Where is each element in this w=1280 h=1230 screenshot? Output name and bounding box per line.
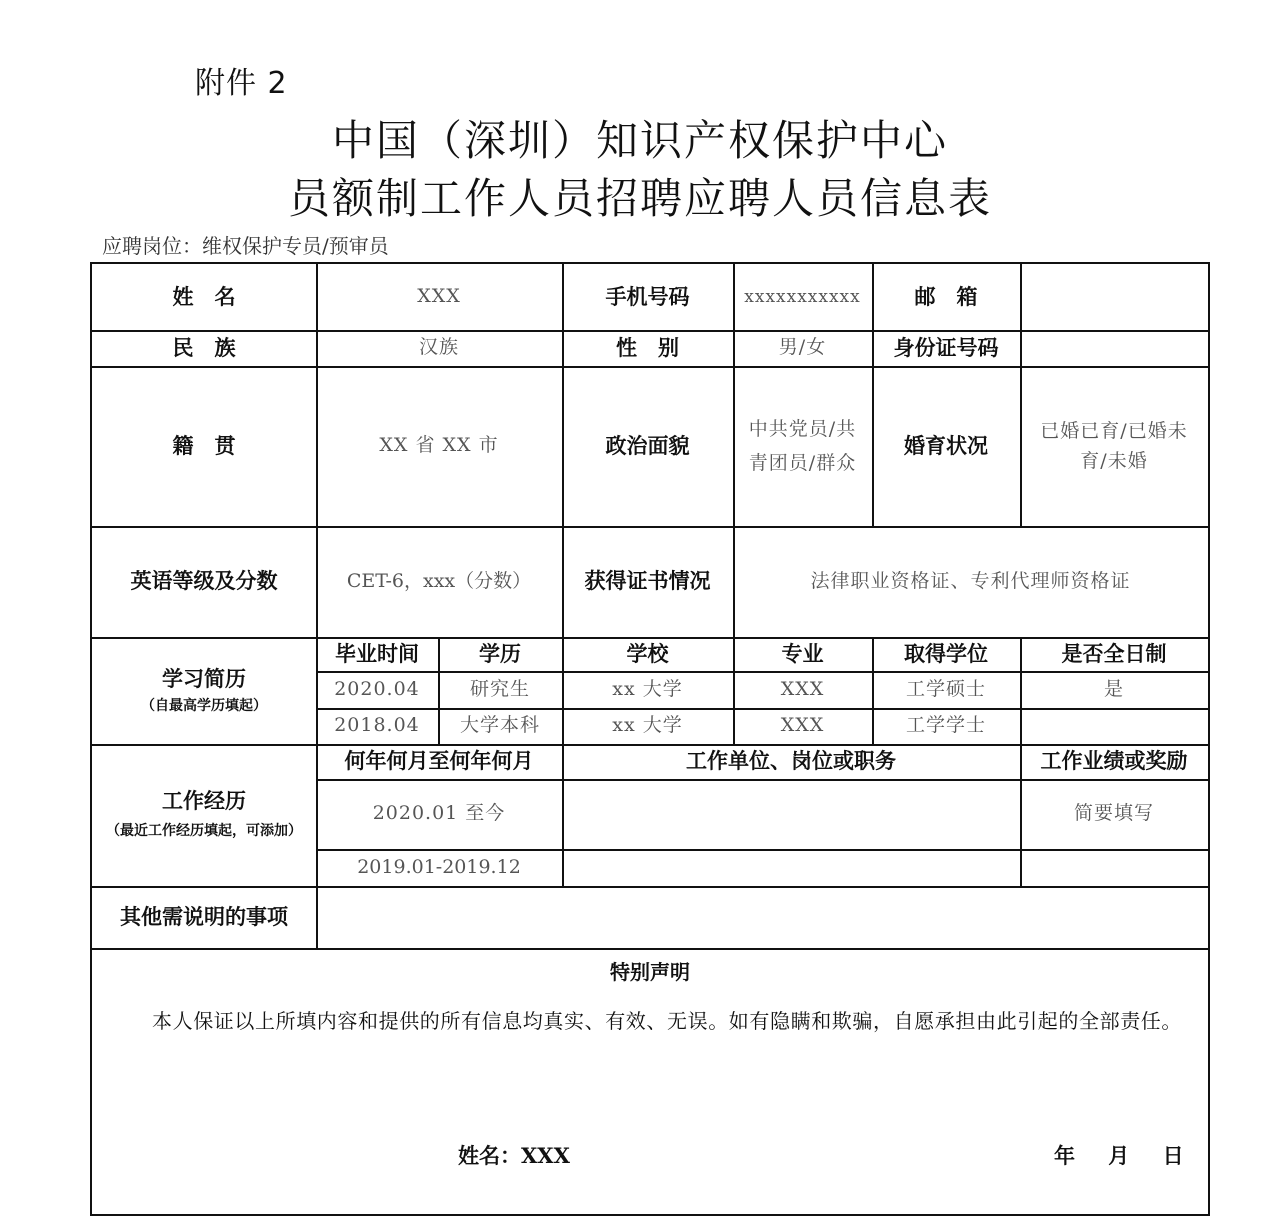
signature-name: [458, 1140, 570, 1170]
edu-row1-degree-level[interactable]: 研究生: [469, 677, 530, 700]
applicant-info-form: [90, 262, 1210, 1216]
edu-row1-major[interactable]: XXX: [780, 677, 825, 700]
edu-row2-school[interactable]: xx 大学: [612, 714, 683, 737]
edu-row2-degree[interactable]: 工学学士: [905, 714, 986, 737]
work-row1-unit[interactable]: [562, 779, 1020, 849]
edu-row2-degree-level[interactable]: 大学本科: [459, 714, 540, 737]
native-place-field[interactable]: XX 省 XX 市: [379, 434, 499, 457]
applied-position: [102, 230, 389, 259]
phone-field[interactable]: xxxxxxxxxxx: [744, 286, 861, 307]
edu-row1-school[interactable]: xx 大学: [612, 677, 683, 700]
name-label: 姓 名: [172, 283, 236, 309]
email-label: 邮 箱: [914, 283, 978, 309]
edu-row1-grad-time[interactable]: 2020.04: [334, 677, 420, 700]
gender-label: 性 别: [616, 334, 679, 360]
applied-position-value: 维权保护专员/预审员: [202, 234, 389, 258]
other-notes-field[interactable]: [316, 886, 1208, 948]
declaration-title: 特别声明: [610, 960, 690, 984]
attachment-label: 附件 2: [195, 66, 288, 101]
edu-header-fulltime: 是否全日制: [1061, 640, 1167, 666]
other-notes-label: 其他需说明的事项: [120, 903, 288, 929]
id-number-field[interactable]: [1020, 330, 1208, 366]
political-status-label: 政治面貌: [605, 432, 690, 458]
work-label-cell: [92, 744, 316, 886]
gender-field[interactable]: 男/女: [778, 336, 827, 359]
work-label: 工作经历: [162, 787, 246, 813]
edu-row2-grad-time[interactable]: 2018.04: [334, 714, 420, 737]
work-row2-unit[interactable]: [562, 849, 1020, 886]
work-header-achievement: 工作业绩或奖励: [1040, 748, 1188, 774]
form-title-line2: 员额制工作人员招聘应聘人员信息表: [287, 174, 992, 223]
education-label-cell: [92, 637, 316, 744]
education-note: （自最高学历填起）: [141, 697, 267, 714]
signature-value[interactable]: XXX: [521, 1143, 570, 1168]
certificates-label: 获得证书情况: [584, 568, 711, 594]
english-level-label: 英语等级及分数: [130, 568, 278, 594]
edu-row1-fulltime[interactable]: 是: [1103, 677, 1124, 700]
declaration-body: 本人保证以上所填内容和提供的所有信息均真实、有效、无误。如有隐瞒和欺骗，自愿承担由此引起的全部责任。: [152, 1009, 1182, 1033]
certificates-field[interactable]: 法律职业资格证、专利代理师资格证: [810, 569, 1131, 592]
form-title-line1: 中国（深圳）知识产权保护中心: [331, 116, 948, 165]
work-note: （最近工作经历填起，可添加）: [106, 823, 302, 840]
work-row2-period[interactable]: 2019.01-2019.12: [357, 855, 521, 878]
id-number-label: 身份证号码: [893, 334, 999, 360]
signature-date[interactable]: 年 月 日: [1054, 1143, 1184, 1168]
phone-label: 手机号码: [605, 283, 690, 309]
signature-label: 姓名：: [458, 1143, 521, 1168]
marital-status-field[interactable]: 已婚已育/已婚未育/未婚: [1040, 419, 1188, 472]
name-field[interactable]: XXX: [417, 285, 461, 308]
edu-row1-degree[interactable]: 工学硕士: [905, 677, 986, 700]
applied-position-label: 应聘岗位：: [102, 234, 202, 258]
edu-row2-fulltime[interactable]: [1020, 708, 1208, 744]
edu-header-major: 专业: [781, 640, 824, 666]
work-row1-period[interactable]: 2020.01 至今: [372, 802, 506, 825]
edu-row2-major[interactable]: XXX: [780, 714, 825, 737]
work-header-unit: 工作单位、岗位或职务: [686, 748, 896, 774]
work-row1-achievement[interactable]: 简要填写: [1073, 802, 1154, 825]
ethnicity-field[interactable]: 汉族: [418, 336, 459, 359]
edu-header-degree-level: 学历: [479, 640, 521, 666]
native-place-label: 籍 贯: [172, 432, 236, 458]
email-field[interactable]: [1020, 264, 1208, 330]
political-status-field[interactable]: 中共党员/共青团员/群众: [748, 417, 857, 474]
edu-header-degree: 取得学位: [904, 640, 988, 666]
work-header-period: 何年何月至何年何月: [344, 748, 534, 774]
ethnicity-label: 民 族: [172, 334, 236, 360]
english-level-field[interactable]: CET-6，xxx（分数）: [346, 569, 532, 592]
work-row2-achievement[interactable]: [1020, 849, 1208, 886]
marital-status-label: 婚育状况: [904, 432, 988, 458]
edu-header-school: 学校: [626, 640, 669, 666]
education-label: 学习简历: [162, 666, 246, 692]
edu-header-grad-time: 毕业时间: [335, 640, 419, 666]
